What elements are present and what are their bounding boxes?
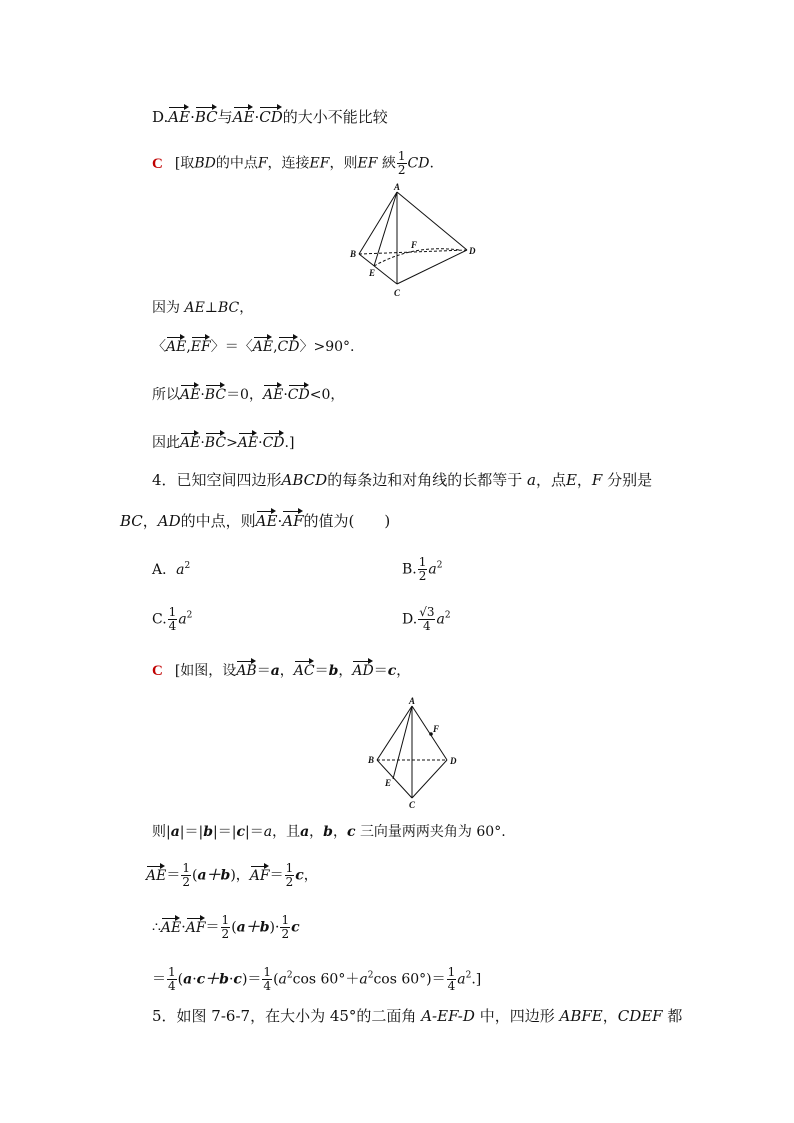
q5-stem-line1: 5．如图 7-6-7，在大小为 45°的二面角 A-EF-D 中，四边形 ABFE，CDEF 都 [152,1007,683,1025]
q3-tetrahedron-figure [345,182,480,300]
label-f: F [411,240,418,250]
label-e: E [369,268,376,278]
q4-option-d: D. $\frac{√3}{4}$ $a^2$ [402,605,451,633]
q4-stem-line1: 4．已知空间四边形ABCD的每条边和对角线的长都等于 a，点E，F 分别是 [152,471,653,489]
q3-sol-line2: 因为 AE⊥BC， [152,300,254,316]
label-a: A [394,182,401,192]
label-e: E [385,778,392,788]
q4-sol-line3: AE＝ $\frac{1}{2}$ (a＋b)，AF＝ $\frac{1}{2}$ c， [146,861,318,889]
answer-letter: C [152,155,163,172]
label-d: D [469,246,476,256]
label-f: F [433,724,440,734]
q4-option-b: B. $\frac{1}{2}$ $a^2$ [402,555,443,583]
label-d: D [450,756,457,766]
q3-sol-line3: 〈AE,EF〉＝〈AE,CD〉>90°. [152,334,354,357]
q3-option-d: D.AE·BC与AE·CD的大小不能比较 [152,104,388,127]
answer-letter: C [152,663,163,679]
label-a: A [409,696,416,706]
label-b: B [368,755,375,765]
q4-tetrahedron-figure [365,694,465,810]
label-c: C [394,288,401,298]
q4-option-c: C. $\frac{1}{4}$ $a^2$ [152,605,193,633]
q3-answer-line: C [取BD的中点F，连接EF，则EF 綊 $\frac{1}{2}$ CD. [152,149,434,177]
q4-sol-line2: 则|a|＝|b|＝|c|＝a，且a，b，c 三向量两两夹角为 60°. [152,824,506,840]
q4-option-a: A．$a^2$ [152,561,191,578]
q4-sol-line5: ＝ $\frac{1}{4}$ (a·c＋b·c)＝ $\frac{1}{4}$ ($a^2\cos$ $60^\circ+a^2\cos$ 60°)＝ $\frac{1}{4}$ $a^2$.] [152,965,482,993]
q4-stem-line2: BC，AD的中点，则AE·AF的值为( ) [120,508,390,531]
q3-sol-line4: 所以AE·BC＝0，AE·CD<0， [152,382,344,405]
fraction: $\frac{1}{2}$ [397,149,406,177]
label-c: C [409,800,416,810]
q4-answer-line: C [如图，设AB＝a，AC＝b，AD＝c， [152,658,410,681]
q4-sol-line4: ∴AE·AF＝ $\frac{1}{2}$ (a＋b)· $\frac{1}{2}$ c [152,913,300,941]
q3-sol-line5: 因此AE·BC>AE·CD.] [152,430,294,453]
label-b: B [350,249,357,259]
